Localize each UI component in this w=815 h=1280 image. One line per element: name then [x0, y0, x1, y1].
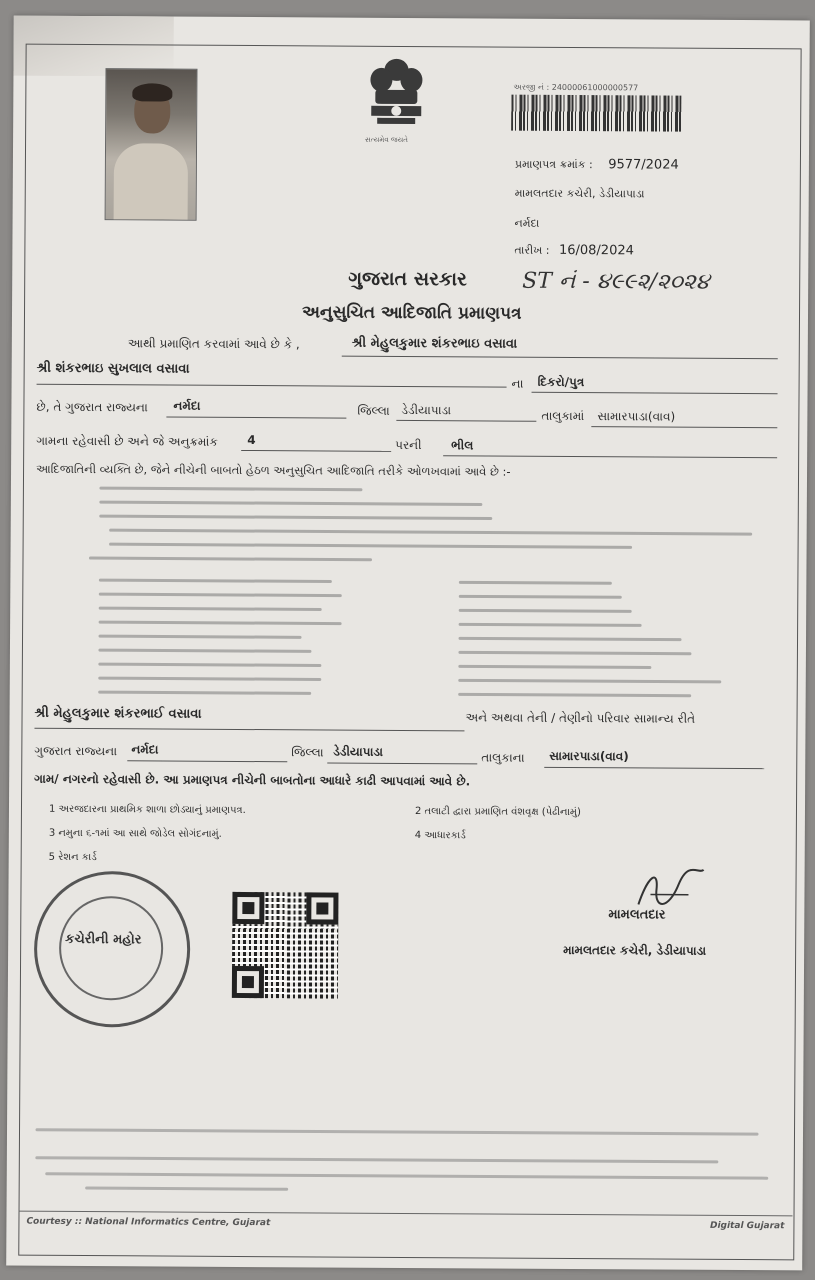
taluka-value-2: સામારપાડા(વાવ): [549, 748, 629, 764]
resident-text: ગામ/ નગરનો રહેવાસી છે. આ પ્રમાણપત્ર નીચેની બાબતોના આધારે કાઢી આપવામાં આવે છે.: [34, 771, 471, 789]
footnote-text: [27, 1124, 777, 1209]
state-emblem-icon: [361, 56, 432, 146]
taluka-label: તાલુકામાં: [541, 408, 585, 424]
doc-item-1: 1 અરજદારના પ્રાથમિક શાળા છોડ્યાનું પ્રમાણપત્ર.: [48, 803, 246, 817]
certificate-title: અનુસુચિત આદિજાતિ પ્રમાણપત્ર: [301, 302, 522, 324]
footer-credit: Courtesy :: National Informatics Centre, Gujarat: [26, 1216, 271, 1229]
gov-title: ગુજરાત સરકાર: [348, 267, 467, 291]
person-name-2: શ્રી મેહુલકુમાર શંકરભાઈ વસાવા: [34, 705, 202, 722]
barcode: [511, 95, 681, 132]
district-value: ડેડીયાપાડા: [401, 402, 452, 418]
na-text: ના: [511, 376, 524, 391]
certify-text: આથી પ્રમાણિત કરવામાં આવે છે કે ,: [127, 336, 300, 352]
serial-suffix: પરની: [395, 437, 422, 453]
taluka-label-2: તાલુકાના: [481, 750, 525, 765]
taluka-value: સામારપાડા(વાવ): [597, 409, 676, 424]
father-name: શ્રી શંકરભાઇ સુખલાલ વસાવા: [36, 360, 190, 377]
cert-number-label: પ્રમાણપત્ર ક્રમાંક :: [514, 157, 593, 172]
village-label: ગામના રહેવાસી છે અને જે અનુક્રમાંક: [36, 433, 218, 449]
applicant-photo: [105, 68, 198, 221]
issue-date-row: [514, 243, 634, 259]
relation: દિકરો/પુત્ર: [537, 374, 585, 390]
cert-number-row: [515, 157, 679, 173]
issue-date: 16/08/2024: [558, 242, 634, 259]
issuing-district: નર્મદા: [514, 216, 540, 230]
family-text: અને અથવા તેની / તેણીનો પરિવાર સામાન્ય રીતે: [465, 710, 696, 726]
handwritten-register-number: ST નં - ૪૯૯૨/૨૦૨૪: [522, 268, 710, 295]
tribe-text: આદિજાતિની વ્યક્તિ છે, જેને નીચેની બાબતો હેઠળ અનુસુચિત આદિજાતિ તરીકે ઓળખવામાં આવે છે :-: [36, 461, 511, 479]
state-value-2: નર્મદા: [131, 742, 159, 757]
application-number: અરજી નં : 24000061000000577: [513, 82, 639, 93]
doc-item-2: 2 તલાટી દ્વારા પ્રમાણિત વંશવૃક્ષ (પેઢીનામું): [414, 806, 581, 819]
state-label-2: ગુજરાત રાજ્યના: [34, 743, 118, 759]
district-label: જિલ્લા: [357, 403, 390, 418]
cert-number: 9577/2024: [608, 157, 679, 173]
qr-code: [232, 892, 339, 999]
issuing-office: મામલતદાર કચેરી, ડેડીયાપાડા: [514, 186, 645, 201]
serial-number: 4: [247, 433, 256, 448]
district-value-2: ડેડીયાપાડા: [333, 744, 384, 759]
state-label: છે, તે ગુજરાત રાજ્યના: [36, 399, 148, 415]
tribe-name: ભીલ: [451, 438, 474, 453]
emblem-caption: સત્યમેવ જયતે: [365, 135, 408, 144]
doc-item-5: 5 રેશન કાર્ડ: [48, 851, 97, 864]
district-label-2: જિલ્લા: [291, 745, 324, 760]
footer: [18, 1211, 792, 1239]
signatory-title: મામલતદાર: [608, 907, 666, 923]
doc-item-3: 3 નમુના ૬-૧માં આ સાથે જોડેલ સોગંદનામું.: [48, 827, 222, 840]
state-value: નર્મદા: [173, 398, 201, 413]
legal-acts-list: [70, 484, 761, 698]
certificate-page: [6, 16, 810, 1271]
signatory-office: મામલતદાર કચેરી, ડેડીયાપાડા: [563, 942, 707, 958]
issue-date-label: તારીખ :: [514, 243, 550, 257]
footer-brand: Digital Gujarat: [709, 1220, 785, 1232]
seal-text: કચેરીની મહોર: [65, 931, 142, 948]
person-name: શ્રી મેહુલકુમાર શંકરભાઇ વસાવા: [351, 335, 518, 352]
office-seal: [34, 871, 191, 1028]
doc-item-4: 4 આધારકાર્ડ: [414, 830, 466, 842]
